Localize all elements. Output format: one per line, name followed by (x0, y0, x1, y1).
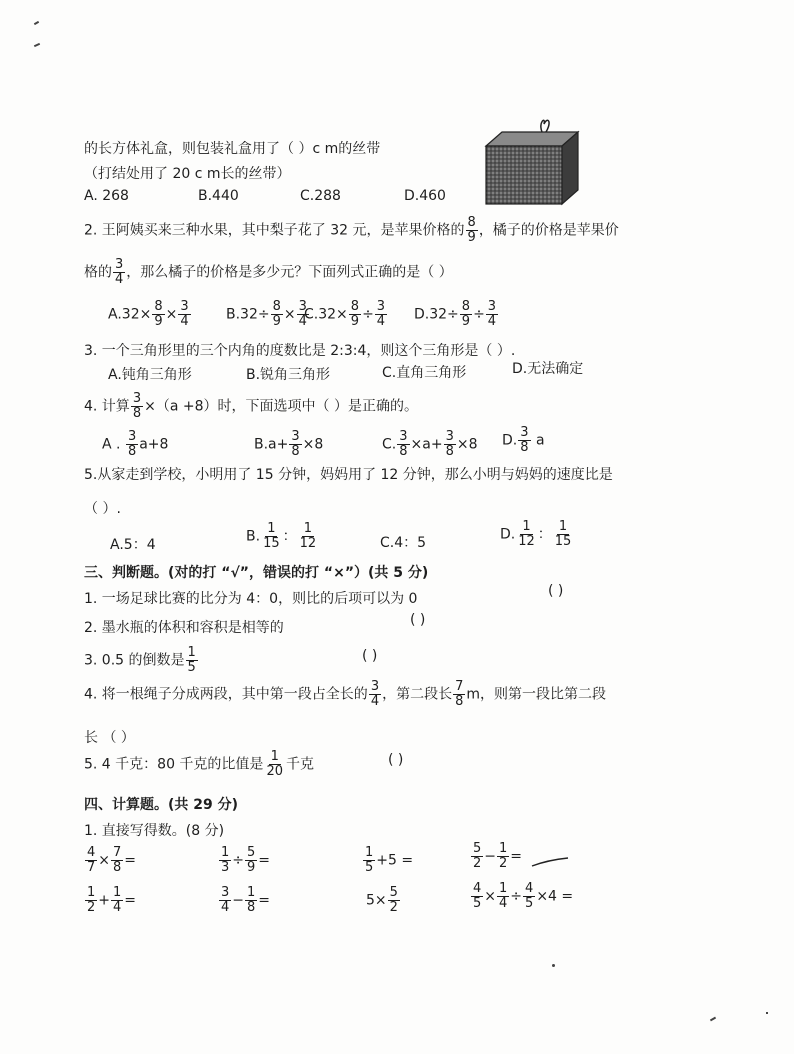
q3-text: 3. 一个三角形里的三个内角的度数比是 2:3:4，则这个三角形是（ ）. (84, 343, 516, 359)
judge-1: 1. 一场足球比赛的比分为 4：0，则比的后项可以为 0 (84, 591, 418, 607)
judge-3: 3. 0.5 的倒数是 $\frac{1}{5}$ (84, 645, 196, 675)
q2-line1-text-a: 2. 王阿姨买来三种水果，其中梨子花了 32 元，是苹果价格的 (84, 222, 465, 239)
q2-option-c: C.32× $\frac{8}{9}$ ÷ $\frac{3}{4}$ (304, 299, 386, 329)
q3-option-a: A.钝角三角形 (108, 367, 192, 383)
q4-option-d: D. $\frac{3}{8}$ a (502, 425, 545, 455)
fraction: $\frac{8}{9}$ (467, 215, 476, 245)
q1-option-a: A. 268 (84, 188, 129, 204)
q5-option-c: C.4：5 (380, 535, 427, 551)
q5-line2: （ ）. (84, 501, 121, 517)
q1-option-c: C.288 (300, 188, 341, 204)
calc-2: $\frac{1}{3}$ ÷ $\frac{5}{9}$ = (221, 845, 271, 875)
q1-line1: 的长方体礼盒，则包装礼盒用了（ ）c m的丝带 (84, 141, 381, 157)
q4-option-b: B.a+ $\frac{3}{8}$ ×8 (254, 429, 324, 459)
q2-line2 (84, 258, 453, 287)
judge-1-paren: ( ) (548, 583, 564, 599)
calc-6: $\frac{3}{4}$ − $\frac{1}{8}$ = (221, 885, 271, 915)
judge-4-line2: 长 （ ） (84, 730, 135, 746)
calc-8: $\frac{4}{5}$ × $\frac{1}{4}$ ÷ $\frac{4}{5}$ ×4 = (473, 881, 574, 911)
calc-3: $\frac{1}{5}$ +5 = (365, 845, 414, 875)
gift-box-image (484, 112, 580, 208)
q2-line2-text-b: ，那么橘子的价格是多少元？下面列式正确的是（ ） (126, 264, 453, 281)
q4-text: 4. 计算 $\frac{3}{8}$ ×（a +8）时，下面选项中（ ）是正确的。 (84, 391, 418, 421)
judge-4: 4. 将一根绳子分成两段，其中第一段占全长的 $\frac{3}{4}$ ，第二段长 $\frac{7}{8}$ m，则第一段比第二段 (84, 679, 607, 709)
fraction: $\frac{3}{4}$ (115, 257, 124, 287)
judge-5-paren: ( ) (388, 752, 404, 768)
calc-5: $\frac{1}{2}$ + $\frac{1}{4}$ = (87, 885, 137, 915)
q2-option-a: A.32× $\frac{8}{9}$ × $\frac{3}{4}$ (108, 299, 189, 329)
calc-4: $\frac{5}{2}$ − $\frac{1}{2}$ = (473, 841, 523, 871)
q5-line1: 5.从家走到学校，小明用了 15 分钟，妈妈用了 12 分钟，那么小明与妈妈的速度比是 (84, 467, 613, 483)
q3-option-d: D.无法确定 (512, 361, 584, 377)
q1-line2: （打结处用了 20 c m长的丝带） (84, 166, 291, 182)
pen-stroke (530, 856, 570, 870)
q5-option-a: A.5：4 (110, 537, 156, 553)
q1-option-b: B.440 (198, 188, 239, 204)
judge-5: 5. 4 千克：80 千克的比值是 $\frac{1}{20}$ 千克 (84, 749, 314, 779)
judge-2-paren: ( ) (410, 612, 426, 628)
q2-line1-text-b: ，橘子的价格是苹果价 (478, 222, 619, 239)
judge-2: 2. 墨水瓶的体积和容积是相等的 (84, 620, 284, 636)
scan-speck (34, 21, 39, 25)
q4-option-c: C. $\frac{3}{8}$ ×a+ $\frac{3}{8}$ ×8 (382, 429, 478, 459)
q2-line1 (84, 216, 619, 245)
scan-speck (710, 1017, 716, 1022)
q2-line2-text-a: 格的 (84, 264, 112, 281)
q5-option-d: D. $\frac{1}{12}$ ： $\frac{1}{15}$ (500, 519, 572, 549)
q4-option-a: A . $\frac{3}{8}$ a+8 (102, 429, 169, 459)
q3-option-c: C.直角三角形 (382, 365, 467, 381)
section4-title: 四、计算题。(共 29 分) (84, 797, 239, 813)
section3-title: 三、判断题。(对的打 “√”，错误的打 “×”）(共 5 分) (84, 565, 429, 581)
judge-3-paren: ( ) (362, 648, 378, 664)
q2-option-b: B.32÷ $\frac{8}{9}$ × $\frac{3}{4}$ (226, 299, 307, 329)
calc-1: $\frac{4}{7}$ × $\frac{7}{8}$ = (87, 845, 137, 875)
q5-option-b: B. $\frac{1}{15}$ ： $\frac{1}{12}$ (246, 521, 317, 551)
q1-option-d: D.460 (404, 188, 446, 204)
section4-sub1: 1. 直接写得数。(8 分) (84, 823, 225, 839)
scan-speck (34, 43, 40, 47)
q2-option-d: D.32÷ $\frac{8}{9}$ ÷ $\frac{3}{4}$ (414, 299, 497, 329)
calc-7: 5× $\frac{5}{2}$ (366, 885, 398, 915)
scan-speck (552, 964, 555, 967)
scan-speck (766, 1012, 768, 1014)
q3-option-b: B.锐角三角形 (246, 367, 331, 383)
